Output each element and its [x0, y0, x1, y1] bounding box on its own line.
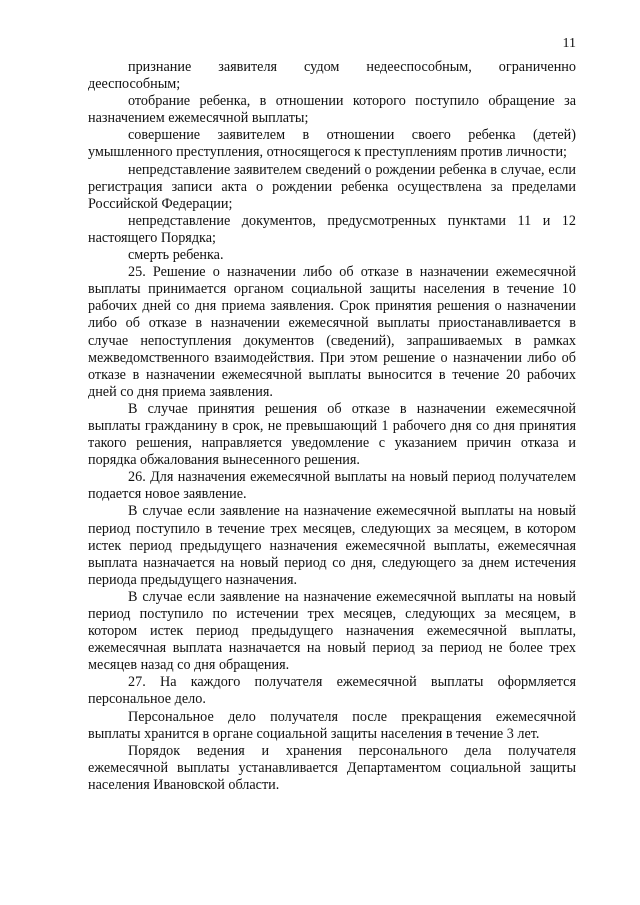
paragraph: В случае если заявление на назначение ежемесячной выплаты на новый период поступило в течение трех месяцев, следующих за месяцем, в котором истек период предыдущего назначения ежемесячной выплаты, ежемесячная выплата назначается на новый период со дня, следующего за днем истечения периода предыдущего назначения.	[88, 503, 576, 588]
paragraph: 26. Для назначения ежемесячной выплаты на новый период получателем подается новое заявление.	[88, 469, 576, 503]
paragraph: совершение заявителем в отношении своего ребенка (детей) умышленного преступления, относящегося к преступлениям против личности;	[88, 127, 576, 161]
paragraph: отобрание ребенка, в отношении которого поступило обращение за назначением ежемесячной выплаты;	[88, 93, 576, 127]
paragraph: смерть ребенка.	[128, 247, 224, 264]
paragraph: 27. На каждого получателя ежемесячной выплаты оформляется персональное дело.	[88, 674, 576, 708]
paragraph: Порядок ведения и хранения персонального дела получателя ежемесячной выплаты устанавливается Департаментом социальной защиты населения Ивановской области.	[88, 742, 576, 793]
paragraph: признание заявителя судом недееспособным, ограниченно дееспособным;	[88, 59, 576, 93]
page-number: 11	[562, 36, 576, 51]
paragraph: Персональное дело получателя после прекращения ежемесячной выплаты хранится в органе социальной защиты населения в течение 3 лет.	[88, 708, 576, 742]
paragraph: 25. Решение о назначении либо об отказе в назначении ежемесячной выплаты принимается органом социальной защиты населения в течение 10 рабочих дней со дня приема заявления. Срок принятия решения о назначении либо об отказе в назначении ежемесячной выплаты приостанавливается в случае непоступления документов (сведений), запрашиваемых в рамках межведомственного взаимодействия. При этом решение о назначении либо об отказе в назначении ежемесячной выплаты выносится в течение 20 рабочих дней со дня приема заявления.	[88, 264, 576, 400]
paragraph: непредставление заявителем сведений о рождении ребенка в случае, если регистрация записи акта о рождении ребенка осуществлена за пределами Российской Федерации;	[88, 161, 576, 212]
document-body	[88, 59, 576, 794]
paragraph: В случае если заявление на назначение ежемесячной выплаты на новый период поступило по истечении трех месяцев, следующих за месяцем, в котором истек период предыдущего назначения ежемесячной выплаты, ежемесячная выплата назначается на новый период за период не более трех месяцев назад со дня обращения.	[88, 588, 576, 674]
paragraph: непредставление документов, предусмотренных пунктами 11 и 12 настоящего Порядка;	[88, 212, 576, 246]
paragraph: В случае принятия решения об отказе в назначении ежемесячной выплаты гражданину в срок, не превышающий 1 рабочего дня со дня принятия такого решения, направляется уведомление с указанием причин отказа и порядка обжалования вынесенного решения.	[88, 400, 576, 469]
